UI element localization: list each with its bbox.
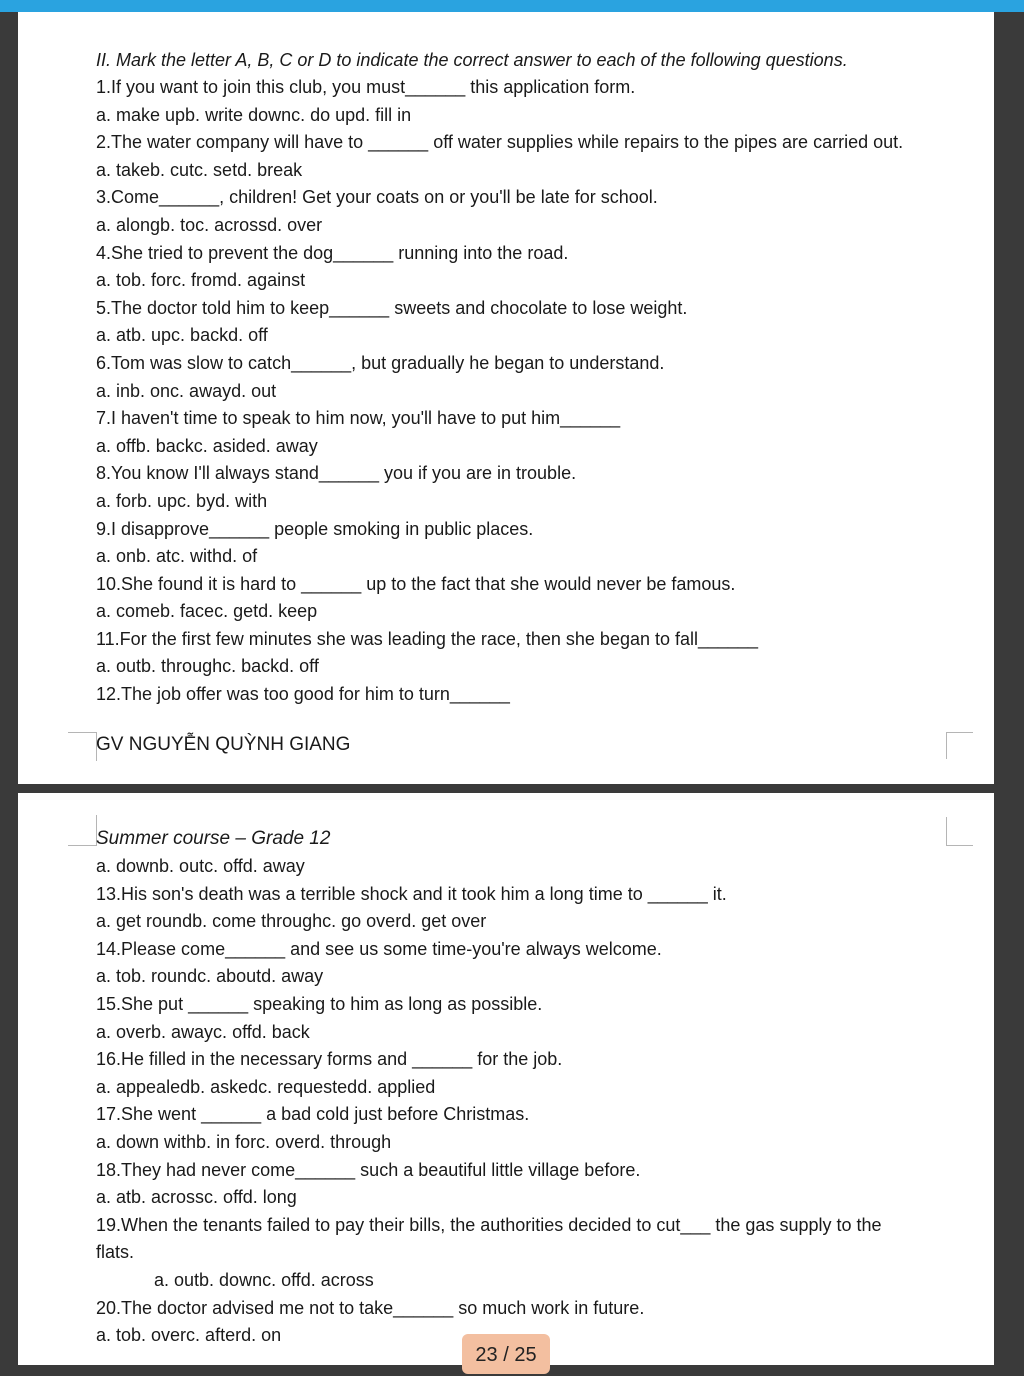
document-page-23 [18,12,994,784]
options-line: a. appealedb. askedc. requestedd. applied [96,1076,436,1097]
options-line: a. alongb. toc. acrossd. over [96,214,323,235]
question-line: 1.If you want to join this club, you must______ this application form. [96,77,636,97]
question-line: 13.His son's death was a terrible shock and it took him a long time to ______ it. [96,883,727,904]
question-line: 2.The water company will have to ______ off water supplies while repairs to the pipes are carried out. [96,132,904,153]
question-line: 10.She found it is hard to ______ up to the fact that she would never be famous. [96,573,736,594]
options-line: a. tob. overc. afterd. on [96,1325,282,1346]
options-line: a. get roundb. come throughc. go overd. get over [96,911,487,932]
page-content [96,46,954,759]
question-line: 8.You know I'll always stand______ you if you are in trouble. [96,463,577,484]
question-line: 7.I haven't time to speak to him now, you'll have to put him______ [96,408,621,429]
question-line: 3.Come______, children! Get your coats on or you'll be late for school. [96,187,658,208]
options-line: a. onb. atc. withd. of [96,546,258,567]
question-line: 17.She went ______ a bad cold just before Christmas. [96,1104,530,1125]
question-line: 9.I disapprove______ people smoking in public places. [96,518,534,539]
options-line: a. down withb. in forc. overd. through [96,1131,392,1152]
page-header: Summer course – Grade 12 [96,828,331,849]
options-line: a. inb. onc. awayd. out [96,380,277,401]
options-line: a. atb. acrossc. offd. long [96,1187,297,1208]
options-line: a. downb. outc. offd. away [96,856,305,876]
question-line: 20.The doctor advised me not to take______ so much work in future. [96,1297,645,1318]
question-line: 15.She put ______ speaking to him as long as possible. [96,993,543,1014]
question-line: 5.The doctor told him to keep______ sweets and chocolate to lose weight. [96,297,688,318]
page-number-indicator: 23 / 25 [462,1334,550,1374]
options-line: a. tob. roundc. aboutd. away [96,966,324,987]
question-line: 14.Please come______ and see us some time-you're always welcome. [96,938,662,959]
options-line: a. offb. backc. asided. away [96,435,318,456]
options-line: a. outb. throughc. backd. off [96,656,319,677]
question-line: 12.The job offer was too good for him to turn______ [96,684,510,705]
question-line: 16.He filled in the necessary forms and ______ for the job. [96,1049,563,1070]
question-line-continued: flats. [96,1242,135,1263]
margin-corner-mark [68,732,97,761]
question-line: 11.For the first few minutes she was leading the race, then she began to fall______ [96,628,759,649]
options-line: a. overb. awayc. offd. back [96,1021,310,1042]
options-line: a. make upb. write downc. do upd. fill in [96,104,412,125]
margin-corner-mark [68,815,97,846]
question-line: 6.Tom was slow to catch______, but gradually he began to understand. [96,352,665,373]
question-line: 4.She tried to prevent the dog______ running into the road. [96,242,569,263]
document-page-24 [18,793,994,1365]
options-line: a. tob. forc. fromd. against [96,270,306,291]
page-footer: GV NGUYỄN QUỲNH GIANG [96,733,351,755]
options-line: a. atb. upc. backd. off [96,325,268,346]
options-line: a. comeb. facec. getd. keep [96,601,318,622]
page-content [96,825,954,1350]
spacer [96,709,954,731]
section-heading: II. Mark the letter A, B, C or D to indicate the correct answer to each of the following questions. [96,50,848,70]
options-line: a. takeb. cutc. setd. break [96,159,303,180]
margin-corner-mark [946,732,973,759]
question-line: 18.They had never come______ such a beautiful little village before. [96,1159,641,1180]
question-line: 19.When the tenants failed to pay their bills, the authorities decided to cut___ the gas supply to the [96,1214,882,1235]
options-line: a. forb. upc. byd. with [96,490,268,511]
options-line: a. outb. downc. offd. across [154,1269,374,1290]
top-accent-bar [0,0,1024,12]
